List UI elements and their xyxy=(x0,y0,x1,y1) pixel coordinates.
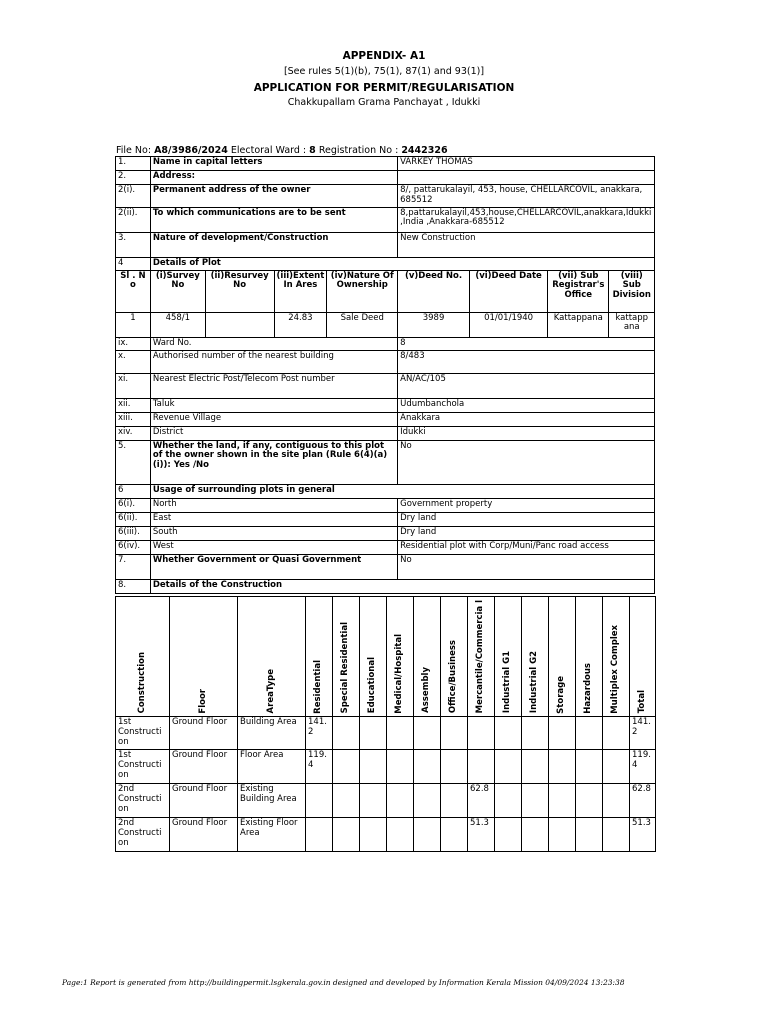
cell-floor: Ground Floor xyxy=(170,750,238,784)
cell-total: 51.3 xyxy=(630,818,656,852)
cell-office xyxy=(441,818,468,852)
field-label: Whether the land, if any, contiguous to this plot of the owner shown in the site plan (Rule 6(4)(a)(i)): Yes /No xyxy=(150,440,397,484)
field-label: District xyxy=(150,426,397,440)
field-value: Dry land xyxy=(398,526,655,540)
header-storage: Storage xyxy=(549,597,576,717)
header-office: Office/Business xyxy=(441,597,468,717)
cell-industrial-g2 xyxy=(522,784,549,818)
plot-header-sub-registrar: (vii) Sub Registrar's Office xyxy=(548,270,609,312)
field-label: North xyxy=(150,498,397,512)
rules-reference: [See rules 5(1)(b), 75(1), 87(1) and 93(1)] xyxy=(283,66,485,77)
ward-no: 8 xyxy=(309,145,316,156)
row-number: xiv. xyxy=(116,426,151,440)
cell-total: 62.8 xyxy=(630,784,656,818)
row-number: 1. xyxy=(116,157,151,171)
field-value: 8/483 xyxy=(398,350,655,373)
cell-educational xyxy=(360,717,387,750)
plot-header-resurvey: (ii)Resurvey No xyxy=(205,270,274,312)
application-title: APPLICATION FOR PERMIT/REGULARISATION xyxy=(253,82,515,94)
header-hazardous: Hazardous xyxy=(576,597,603,717)
row-number: 8. xyxy=(116,579,151,593)
field-label: East xyxy=(150,512,397,526)
plot-sub-registrar: Kattappana xyxy=(548,312,609,337)
plot-data-row xyxy=(116,312,655,337)
row-name xyxy=(116,157,655,171)
plot-header-ownership: (iv)Nature Of Ownership xyxy=(327,270,398,312)
cell-total: 141. 2 xyxy=(630,717,656,750)
cell-floor: Ground Floor xyxy=(170,717,238,750)
file-no-label: File No: xyxy=(116,145,152,156)
header-special-residential: Special Residential xyxy=(333,597,360,717)
plot-resurvey-no xyxy=(205,312,274,337)
row-number: xi. xyxy=(116,373,151,398)
cell-areatype: Building Area xyxy=(238,717,306,750)
field-value: No xyxy=(398,554,655,579)
row-number: 2(ii). xyxy=(116,207,151,232)
plot-header-survey: (i)Survey No xyxy=(150,270,205,312)
field-value: No xyxy=(398,440,655,484)
cell-industrial-g2 xyxy=(522,750,549,784)
field-label: South xyxy=(150,526,397,540)
page-footer: Page:1 Report is generated from http://buildingpermit.lsgkerala.gov.in designed and developed by Information Kerala Mission 04/09/2024 13:23:38 xyxy=(62,978,625,987)
cell-industrial-g1 xyxy=(495,717,522,750)
cell-residential xyxy=(306,784,333,818)
header-total: Total xyxy=(630,597,656,717)
header-assembly: Assembly xyxy=(414,597,441,717)
field-value: 8/, pattarukalayil, 453, house, CHELLARCOVIL, anakkara, 685512 xyxy=(398,185,655,208)
row-revenue-village xyxy=(116,412,655,426)
field-label: Address: xyxy=(150,171,397,185)
cell-multiplex xyxy=(603,750,630,784)
construction-row xyxy=(116,717,656,750)
plot-header-extent: (iii)Extent In Ares xyxy=(274,270,327,312)
row-number: 6(i). xyxy=(116,498,151,512)
construction-row xyxy=(116,818,656,852)
construction-table xyxy=(115,596,656,852)
cell-hazardous xyxy=(576,750,603,784)
cell-areatype: Existing Floor Area xyxy=(238,818,306,852)
field-value: 8 xyxy=(398,337,655,350)
row-electric-post xyxy=(116,373,655,398)
cell-assembly xyxy=(414,750,441,784)
cell-hazardous xyxy=(576,818,603,852)
row-number: 2. xyxy=(116,171,151,185)
field-value: Idukki xyxy=(398,426,655,440)
cell-industrial-g2 xyxy=(522,818,549,852)
row-number: ix. xyxy=(116,337,151,350)
header-multiplex: Multiplex Complex xyxy=(603,597,630,717)
row-number: 3. xyxy=(116,232,151,257)
cell-special-residential xyxy=(333,818,360,852)
row-number: 6(iii). xyxy=(116,526,151,540)
cell-total: 119. 4 xyxy=(630,750,656,784)
plot-sl: 1 xyxy=(116,312,151,337)
cell-office xyxy=(441,717,468,750)
field-label: Authorised number of the nearest building xyxy=(150,350,397,373)
field-value: New Construction xyxy=(398,232,655,257)
cell-mercantile xyxy=(468,717,495,750)
cell-construction: 2nd Constructi on xyxy=(116,818,170,852)
application-details-table xyxy=(115,156,655,594)
row-plot-details xyxy=(116,257,655,270)
field-label: Name in capital letters xyxy=(150,157,397,171)
plot-sub-division: kattapp ana xyxy=(609,312,655,337)
cell-areatype: Existing Building Area xyxy=(238,784,306,818)
field-value: Residential plot with Corp/Muni/Panc road access xyxy=(398,540,655,554)
field-label: To which communications are to be sent xyxy=(150,207,397,232)
registration-no: 2442326 xyxy=(401,145,448,156)
cell-construction: 1st Constructi on xyxy=(116,750,170,784)
plot-header-deed-date: (vi)Deed Date xyxy=(469,270,547,312)
row-number: 6(ii). xyxy=(116,512,151,526)
document-title: APPENDIX- A1 xyxy=(342,50,426,62)
plot-survey-no: 458/1 xyxy=(150,312,205,337)
cell-educational xyxy=(360,784,387,818)
cell-areatype: Floor Area xyxy=(238,750,306,784)
header-residential: Residential xyxy=(306,597,333,717)
cell-construction: 2nd Constructi on xyxy=(116,784,170,818)
cell-medical xyxy=(387,717,414,750)
row-number: xii. xyxy=(116,398,151,412)
field-value: Udumbanchola xyxy=(398,398,655,412)
field-label: Nearest Electric Post/Telecom Post number xyxy=(150,373,397,398)
cell-industrial-g1 xyxy=(495,750,522,784)
cell-industrial-g1 xyxy=(495,818,522,852)
field-label: Ward No. xyxy=(150,337,397,350)
field-value: Dry land xyxy=(398,512,655,526)
cell-mercantile: 62.8 xyxy=(468,784,495,818)
header-mercantile: Mercantile/Commercia l xyxy=(468,597,495,717)
field-label: Whether Government or Quasi Government xyxy=(150,554,397,579)
field-value: VARKEY THOMAS xyxy=(398,157,655,171)
cell-mercantile xyxy=(468,750,495,784)
cell-hazardous xyxy=(576,717,603,750)
row-number: xiii. xyxy=(116,412,151,426)
row-communication-address xyxy=(116,207,655,232)
cell-educational xyxy=(360,750,387,784)
row-construction-details xyxy=(116,579,655,593)
cell-special-residential xyxy=(333,717,360,750)
cell-residential: 119. 4 xyxy=(306,750,333,784)
cell-office xyxy=(441,784,468,818)
cell-assembly xyxy=(414,717,441,750)
cell-medical xyxy=(387,750,414,784)
row-ward-no xyxy=(116,337,655,350)
cell-medical xyxy=(387,784,414,818)
cell-assembly xyxy=(414,784,441,818)
cell-hazardous xyxy=(576,784,603,818)
cell-industrial-g2 xyxy=(522,717,549,750)
plot-deed-date: 01/01/1940 xyxy=(469,312,547,337)
cell-mercantile: 51.3 xyxy=(468,818,495,852)
field-value xyxy=(398,171,655,185)
field-label: Details of Plot xyxy=(150,257,654,270)
field-label: Details of the Construction xyxy=(150,579,654,593)
cell-storage xyxy=(549,750,576,784)
row-government xyxy=(116,554,655,579)
cell-residential xyxy=(306,818,333,852)
row-taluk xyxy=(116,398,655,412)
row-contiguous-land xyxy=(116,440,655,484)
plot-header-sub-division: (viii) Sub Division xyxy=(609,270,655,312)
plot-ownership: Sale Deed xyxy=(327,312,398,337)
plot-header-deed-no: (v)Deed No. xyxy=(398,270,470,312)
row-number: 4 xyxy=(116,257,151,270)
field-label: Nature of development/Construction xyxy=(150,232,397,257)
field-label: Usage of surrounding plots in general xyxy=(150,484,654,498)
field-label: West xyxy=(150,540,397,554)
row-number: 6 xyxy=(116,484,151,498)
cell-special-residential xyxy=(333,750,360,784)
row-nature-of-development xyxy=(116,232,655,257)
row-east xyxy=(116,512,655,526)
file-no: A8/3986/2024 xyxy=(154,145,228,156)
field-value: 8,pattarukalayil,453,house,CHELLARCOVIL,anakkara,Idukki,India ,Anakkara-685512 xyxy=(398,207,655,232)
header-floor: Floor xyxy=(170,597,238,717)
field-label: Permanent address of the owner xyxy=(150,185,397,208)
cell-floor: Ground Floor xyxy=(170,818,238,852)
row-number: 5. xyxy=(116,440,151,484)
row-surrounding-usage xyxy=(116,484,655,498)
row-number: x. xyxy=(116,350,151,373)
cell-special-residential xyxy=(333,784,360,818)
row-number: 2(i). xyxy=(116,185,151,208)
plot-extent: 24.83 xyxy=(274,312,327,337)
cell-construction: 1st Constructi on xyxy=(116,717,170,750)
row-number: 6(iv). xyxy=(116,540,151,554)
cell-floor: Ground Floor xyxy=(170,784,238,818)
field-value: AN/AC/105 xyxy=(398,373,655,398)
header-industrial-g2: Industrial G2 xyxy=(522,597,549,717)
panchayat-name: Chakkupallam Grama Panchayat , Idukki xyxy=(287,97,481,108)
file-info-line xyxy=(116,145,448,156)
row-number: 7. xyxy=(116,554,151,579)
field-value: Anakkara xyxy=(398,412,655,426)
row-address xyxy=(116,171,655,185)
construction-row xyxy=(116,784,656,818)
construction-row xyxy=(116,750,656,784)
cell-assembly xyxy=(414,818,441,852)
header-industrial-g1: Industrial G1 xyxy=(495,597,522,717)
cell-industrial-g1 xyxy=(495,784,522,818)
cell-storage xyxy=(549,784,576,818)
cell-educational xyxy=(360,818,387,852)
field-label: Revenue Village xyxy=(150,412,397,426)
cell-office xyxy=(441,750,468,784)
construction-header-row xyxy=(116,597,656,717)
field-label: Taluk xyxy=(150,398,397,412)
cell-storage xyxy=(549,818,576,852)
cell-multiplex xyxy=(603,784,630,818)
row-district xyxy=(116,426,655,440)
header-construction: Construction xyxy=(116,597,170,717)
cell-residential: 141. 2 xyxy=(306,717,333,750)
header-educational: Educational xyxy=(360,597,387,717)
plot-header-row xyxy=(116,270,655,312)
row-west xyxy=(116,540,655,554)
header-areatype: AreaType xyxy=(238,597,306,717)
plot-header-sl: Sl . N o xyxy=(116,270,151,312)
cell-medical xyxy=(387,818,414,852)
row-nearest-building xyxy=(116,350,655,373)
field-value: Government property xyxy=(398,498,655,512)
row-south xyxy=(116,526,655,540)
row-north xyxy=(116,498,655,512)
ward-label: Electoral Ward : xyxy=(230,145,307,156)
registration-label: Registration No : xyxy=(318,145,399,156)
cell-multiplex xyxy=(603,717,630,750)
row-permanent-address xyxy=(116,185,655,208)
header-medical: Medical/Hospital xyxy=(387,597,414,717)
cell-multiplex xyxy=(603,818,630,852)
cell-storage xyxy=(549,717,576,750)
plot-deed-no: 3989 xyxy=(398,312,470,337)
